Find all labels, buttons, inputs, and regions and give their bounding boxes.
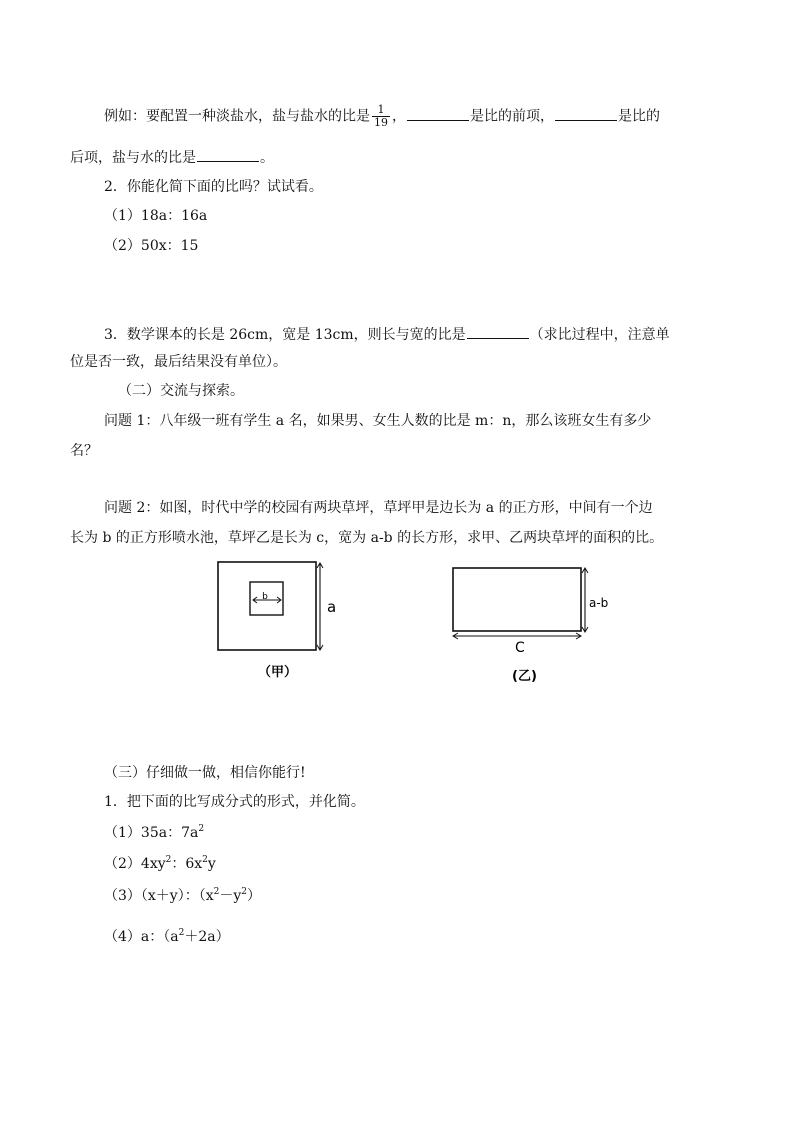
q3-line-1 <box>104 324 670 345</box>
rectangle <box>453 568 581 631</box>
inner-side-label: b <box>262 592 268 602</box>
fraction <box>372 104 390 129</box>
q1b-item-3 <box>104 886 261 906</box>
item-2-text-c: y <box>207 856 216 872</box>
example-line-1 <box>104 104 660 129</box>
figure-rectangle-lawn <box>445 558 625 688</box>
fraction-denominator: 19 <box>374 116 388 129</box>
example-text-5: 。 <box>260 150 274 166</box>
item-3-exponent-1: 2 <box>213 887 220 897</box>
q2-title: 2．你能化简下面的比吗？试试看。 <box>104 179 323 195</box>
item-1-text: （1）35a：7a <box>104 825 199 841</box>
q2-item-1: （1）18a：16a <box>104 208 208 224</box>
item-3-text-a: （3）（x＋y）：（x <box>104 888 214 904</box>
figure-2-caption: (乙) <box>512 669 537 684</box>
item-2-text-b: ：6x <box>171 856 203 872</box>
section-2-heading: （二）交流与探索。 <box>118 383 244 399</box>
fraction-numerator: 1 <box>372 104 390 117</box>
problem-2-line-1: 问题 2：如图，时代中学的校园有两块草坪，草坪甲是边长为 a 的正方形，中间有一个边 <box>104 500 653 516</box>
section-3-heading: （三）仔细做一做，相信你能行! <box>104 765 306 781</box>
example-text-4: 后项，盐与水的比是 <box>70 150 196 166</box>
figure-1-caption: （甲） <box>258 665 298 680</box>
item-2-text-a: （2）4xy <box>104 856 166 872</box>
outer-side-label: a <box>327 598 337 616</box>
item-3-exponent-2: 2 <box>241 887 247 897</box>
width-label: a-b <box>589 596 609 610</box>
example-comma: ， <box>392 108 406 125</box>
problem-1-line-2: 名？ <box>70 443 98 459</box>
outer-square <box>218 562 316 650</box>
q1b-item-1 <box>104 823 204 843</box>
example-text-3: 是比的 <box>618 108 660 125</box>
q3-line-2: 位是否一致，最后结果没有单位）。 <box>70 354 287 370</box>
figure-square-lawn <box>210 552 350 692</box>
answer-blank <box>467 324 529 339</box>
item-3-text-c: ） <box>247 888 261 904</box>
problem-2-line-2: 长为 b 的正方形喷水池，草坪乙是长为 c，宽为 a-b 的长方形，求甲、乙两块草坪的面积的比。 <box>70 530 664 546</box>
item-4-text-b: ＋2a） <box>184 929 230 945</box>
length-label: C <box>515 640 525 656</box>
q1b-title: 1．把下面的比写成分式的形式，并化简。 <box>104 794 365 810</box>
answer-blank <box>555 106 617 121</box>
q3-text-2: （求比过程中，注意单 <box>529 327 670 343</box>
problem-1-line-1: 问题 1：八年级一班有学生 a 名，如果男、女生人数的比是 m：n，那么该班女生有多少 <box>104 413 652 429</box>
item-1-exponent: 2 <box>198 824 205 834</box>
answer-blank <box>407 106 469 121</box>
answer-blank <box>197 147 259 162</box>
example-line-2 <box>70 147 274 168</box>
item-4-exponent: 2 <box>178 928 185 938</box>
item-2-exponent-2: 2 <box>202 855 208 865</box>
q2-item-2: （2）50x：15 <box>104 238 199 254</box>
q1b-item-2 <box>104 854 216 874</box>
example-text-2: 是比的前项， <box>470 108 554 125</box>
item-4-text-a: （4）a：（a <box>104 929 179 945</box>
q1b-item-4 <box>104 927 230 947</box>
item-3-text-b: －y <box>219 888 242 904</box>
item-2-exponent-1: 2 <box>165 855 172 865</box>
example-text-1: 例如：要配置一种淡盐水，盐与盐水的比是 <box>104 108 370 125</box>
q3-text-1: 3．数学课本的长是 26cm，宽是 13cm，则长与宽的比是 <box>104 327 466 343</box>
